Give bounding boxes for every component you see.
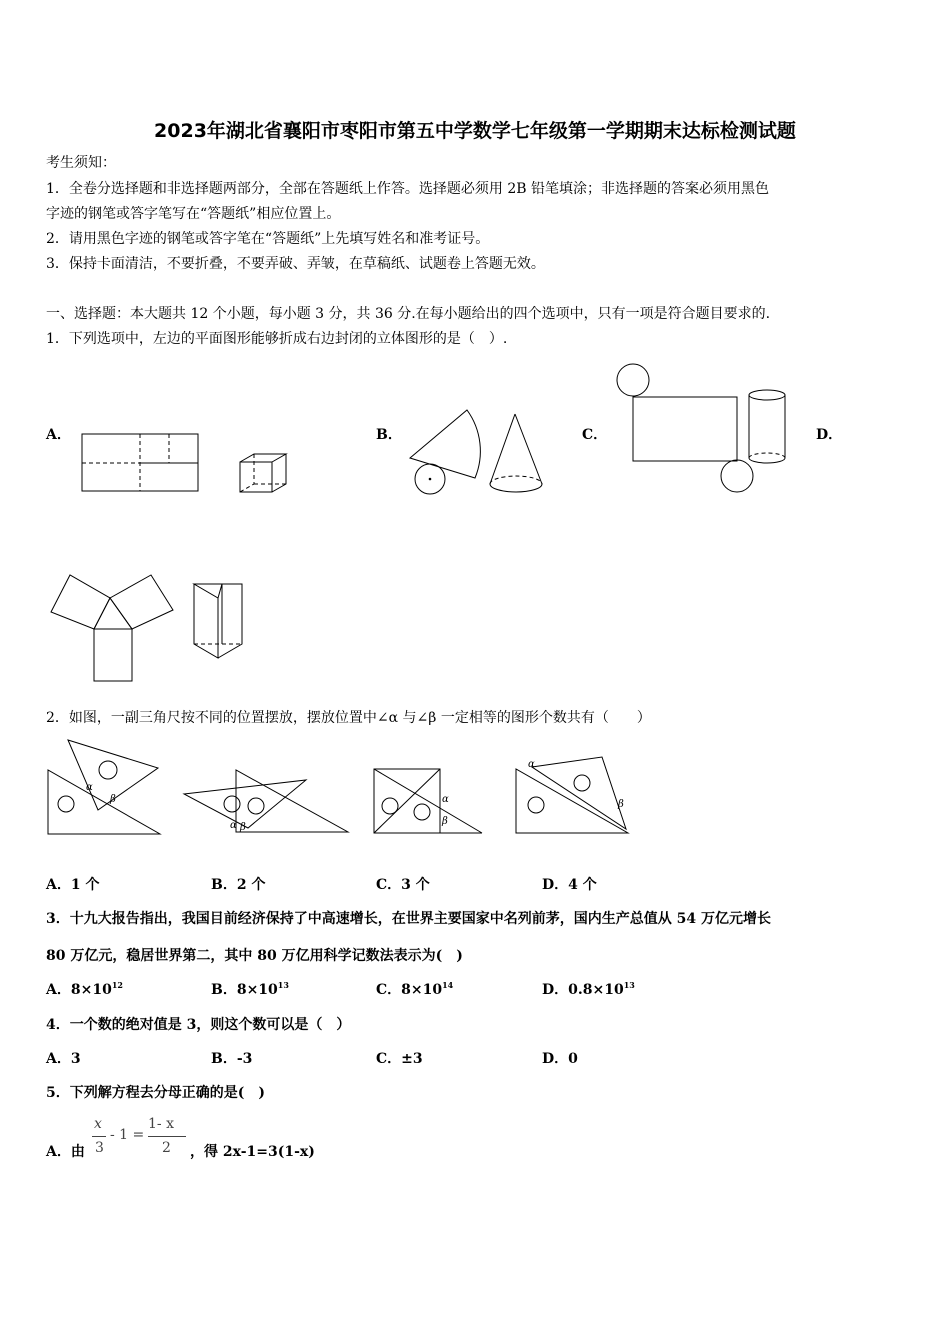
- q1-figure-d: [46, 570, 256, 685]
- q1-stem: 1．下列选项中，左边的平面图形能够折成右边封闭的立体图形的是（ ）.: [46, 331, 508, 347]
- q4-option-c[interactable]: C．±3: [376, 1051, 423, 1067]
- q2-alpha-2: α: [230, 820, 237, 831]
- q2-alpha-4: α: [528, 759, 535, 770]
- q5-fraction-bar-2: [148, 1136, 186, 1137]
- q4-option-d[interactable]: D．0: [542, 1051, 578, 1067]
- notice-line-1a: 1．全卷分选择题和非选择题两部分，全部在答题纸上作答。选择题必须用 2B 铅笔填涂；非选择题的答案必须用黑色: [46, 181, 769, 197]
- q3-option-d[interactable]: D．$0.8\times 10^{13}$: [542, 980, 635, 998]
- q1-figure-a: [80, 432, 290, 496]
- q2-figure-3: [372, 764, 487, 836]
- q1-option-a[interactable]: A．: [46, 427, 71, 443]
- q3-stem-2: 80 万亿元，稳居世界第二，其中 80 万亿用科学记数法表示为( ): [46, 948, 463, 964]
- q3-option-c[interactable]: C．$8\times 10^{14}$: [376, 980, 454, 998]
- q2-figure-2: [182, 768, 352, 836]
- q4-option-b[interactable]: B．-3: [211, 1051, 253, 1067]
- q2-figure-1: [46, 738, 166, 836]
- q2-option-d[interactable]: D．4 个: [542, 877, 597, 893]
- q5-den-1: 3: [95, 1140, 104, 1156]
- notice-heading: 考生须知：: [46, 155, 116, 171]
- notice-line-3: 3．保持卡面清洁，不要折叠，不要弄破、弄皱，在草稿纸、试题卷上答题无效。: [46, 256, 545, 272]
- q1-figure-b: [405, 408, 550, 498]
- q2-option-a[interactable]: A．1 个: [46, 877, 100, 893]
- q2-stem: 2．如图，一副三角尺按不同的位置摆放，摆放位置中∠α 与∠β 一定相等的图形个数共有（ ）: [46, 710, 651, 726]
- q1-option-b[interactable]: B．: [376, 427, 402, 443]
- q5-option-a-label[interactable]: A．由: [46, 1144, 85, 1160]
- q5-option-a-result: ，得 2x-1=3(1-x): [190, 1144, 315, 1160]
- notice-line-2: 2．请用黑色字迹的钢笔或答字笔在“答题纸”上先填写姓名和准考证号。: [46, 231, 490, 247]
- q2-alpha-1: α: [86, 782, 93, 793]
- page-title: 2023年湖北省襄阳市枣阳市第五中学数学七年级第一学期期末达标检测试题: [154, 120, 796, 142]
- q5-stem: 5．下列解方程去分母正确的是( ): [46, 1085, 265, 1101]
- q4-option-a[interactable]: A．3: [46, 1051, 81, 1067]
- q2-beta-2: β: [240, 822, 246, 833]
- q5-num-1: x: [94, 1116, 102, 1132]
- q3-stem-1: 3．十九大报告指出，我国目前经济保持了中高速增长，在世界主要国家中名列前茅，国内生产总值从 54 万亿元增长: [46, 911, 771, 927]
- q1-option-d[interactable]: D．: [816, 427, 843, 443]
- q1-figure-c: [612, 362, 792, 496]
- q1-option-c[interactable]: C．: [582, 427, 608, 443]
- section-heading: 一、选择题：本大题共 12 个小题，每小题 3 分，共 36 分.在每小题给出的四个选项中，只有一项是符合题目要求的.: [46, 306, 771, 322]
- q5-mid: - 1 =: [110, 1127, 145, 1143]
- q2-option-b[interactable]: B．2 个: [211, 877, 266, 893]
- q2-alpha-3: α: [442, 794, 449, 805]
- q3-option-b[interactable]: B．$8\times 10^{13}$: [211, 980, 289, 998]
- q2-beta-4: β: [618, 799, 624, 810]
- q5-fraction-bar-1: [92, 1136, 106, 1137]
- q5-den-2: 2: [162, 1140, 171, 1156]
- q5-num-2: 1- x: [148, 1116, 174, 1132]
- q4-stem: 4．一个数的绝对值是 3，则这个数可以是（ ）: [46, 1017, 351, 1033]
- q2-figure-4: [514, 755, 634, 837]
- q2-beta-3: β: [442, 816, 448, 827]
- q2-beta-1: β: [110, 794, 116, 805]
- q3-option-a[interactable]: A．$8\times 10^{12}$: [46, 980, 123, 998]
- notice-line-1b: 字迹的钢笔或答字笔写在“答题纸”相应位置上。: [46, 206, 341, 222]
- q2-option-c[interactable]: C．3 个: [376, 877, 430, 893]
